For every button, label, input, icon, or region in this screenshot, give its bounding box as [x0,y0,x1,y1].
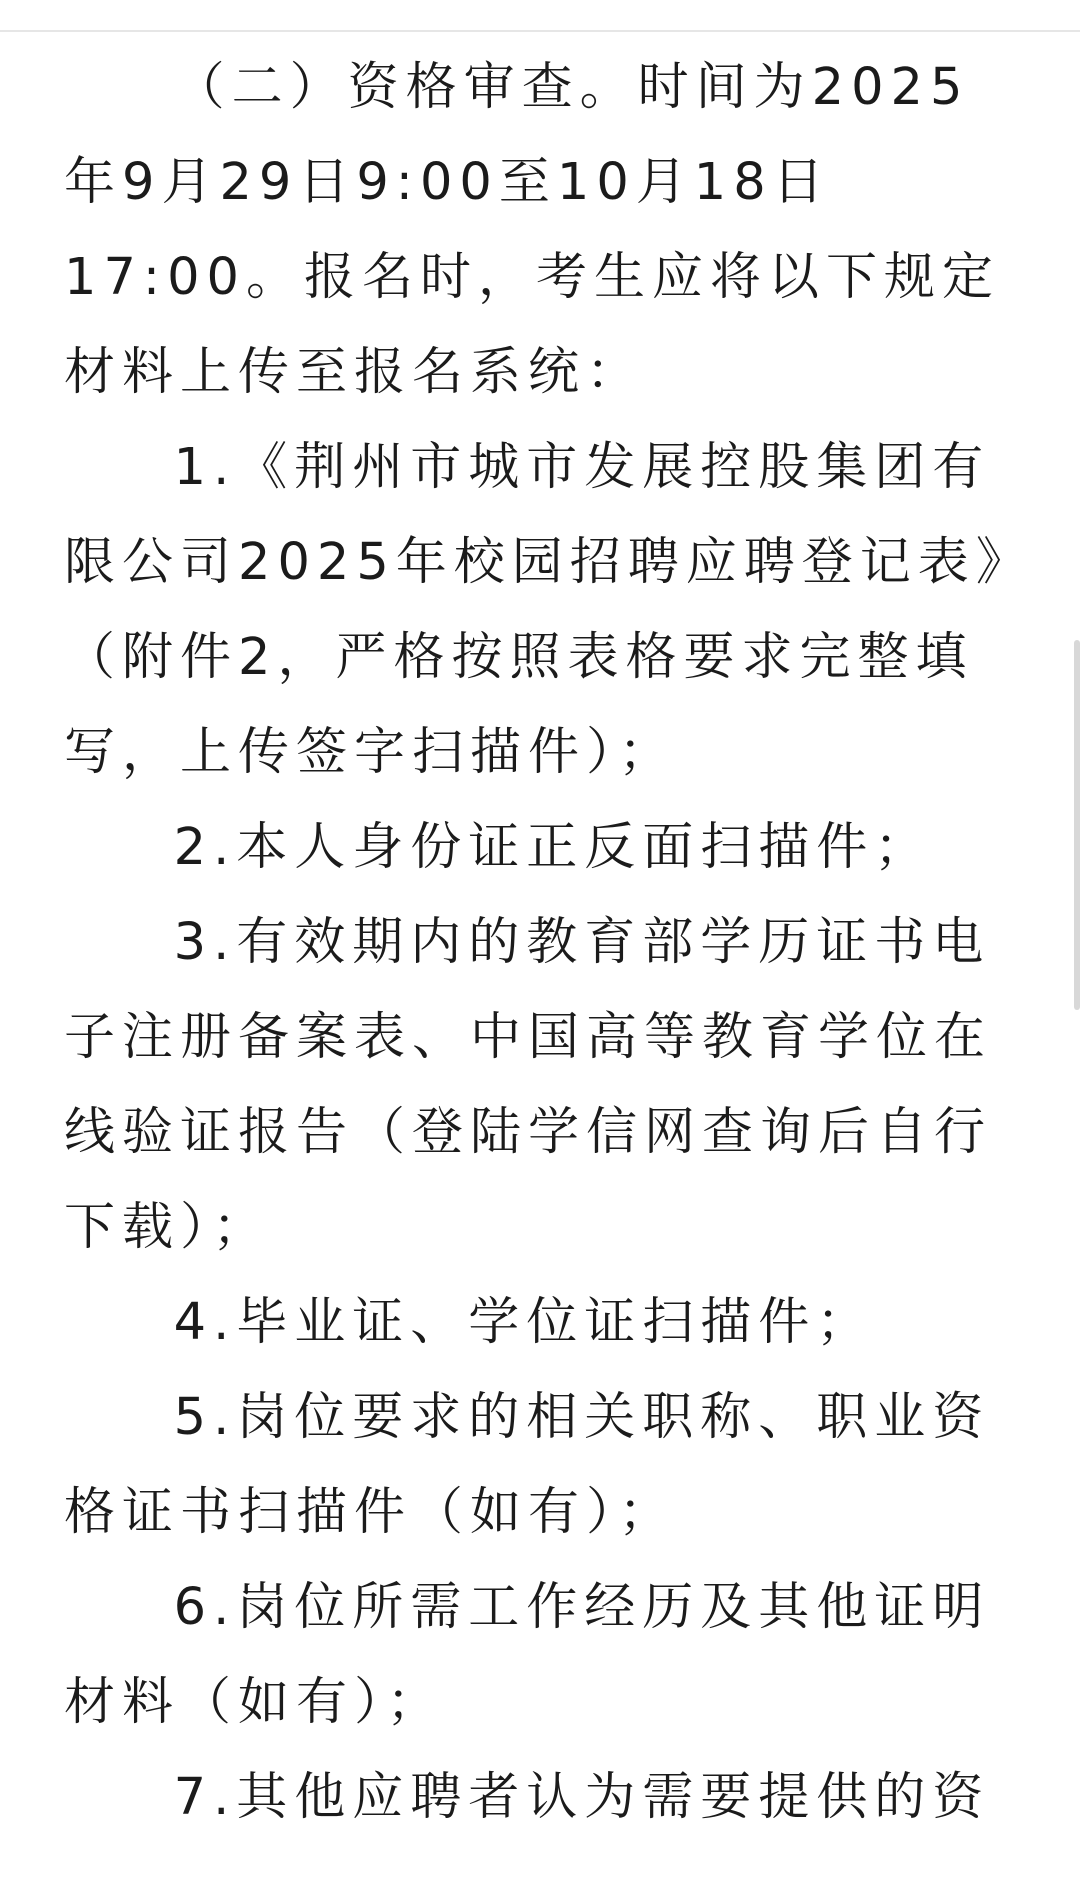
list-item-other-materials: 7.其他应聘者认为需要提供的资 [173,1768,991,1827]
list-item-id-card: 2.本人身份证正反面扫描件； [173,818,933,877]
list-item-education-verification: 3.有效期内的教育部学历证书电子注册备案表、中国高等教育学位在线验证报告（登陆学信网查询后自行下载）； [64,913,993,1257]
top-divider [0,30,1080,32]
list-item-registration-form: 1.《荆州市城市发展控股集团有限公司2025年校园招聘应聘登记表》（附件2，严格按照表格要求完整填写，上传签字扫描件）； [64,438,1009,782]
list-item-work-experience: 6.岗位所需工作经历及其他证明材料（如有）； [64,1578,991,1732]
document-body [64,40,1024,1845]
list-item-diploma-degree: 4.毕业证、学位证扫描件； [173,1293,875,1352]
paragraph-qualification-review: （二）资格审查。时间为2025年9月29日9:00至10月18日17:00。报名时，考生应将以下规定材料上传至报名系统： [64,58,1000,402]
list-item-professional-certificates: 5.岗位要求的相关职称、职业资格证书扫描件（如有）； [64,1388,991,1542]
vertical-scrollbar[interactable] [1074,640,1080,1010]
